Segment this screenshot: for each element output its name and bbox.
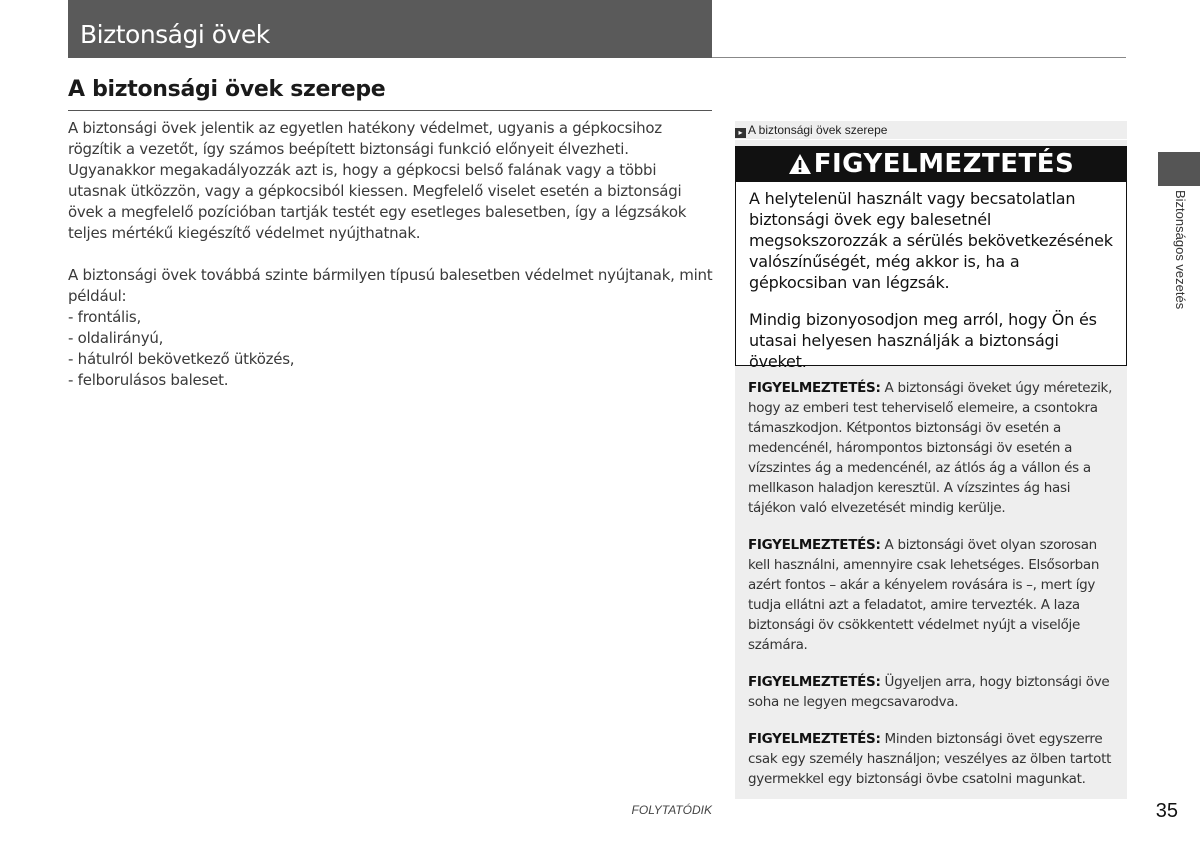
page-number: 35 xyxy=(1155,800,1178,822)
warning-triangle-icon xyxy=(788,150,812,185)
sidebar-panel xyxy=(735,121,1127,799)
header-divider xyxy=(712,57,1126,58)
chapter-title: Biztonsági övek xyxy=(80,20,270,49)
main-content xyxy=(68,118,718,391)
body-paragraph: A biztonsági övek továbbá szinte bármilyen típusú balesetben védelmet nyújtanak, mint például: xyxy=(68,266,713,305)
list-item: - frontális, xyxy=(68,308,141,326)
note-paragraph xyxy=(748,672,1118,712)
list-item: - hátulról bekövetkező ütközés, xyxy=(68,350,295,368)
sidebar-heading-label: A biztonsági övek szerepe xyxy=(748,123,888,137)
note-paragraph xyxy=(748,535,1118,655)
chapter-tab-label: Biztonságos vezetés xyxy=(1173,190,1188,310)
note-label: FIGYELMEZTETÉS: xyxy=(748,731,881,747)
warning-header xyxy=(736,147,1126,182)
section-divider xyxy=(68,110,712,111)
warning-text: A helytelenül használt vagy becsatolatlan biztonsági övek egy balesetnél megsokszorozzák a sérülés bekövetkezésének valószínűségét, még akkor is, ha a gépkocsiban van légzsák. xyxy=(749,189,1113,292)
note-paragraph xyxy=(748,378,1118,518)
note-text: Ügyeljen arra, hogy biztonsági öve soha ne legyen megcsavarodva. xyxy=(748,674,1110,710)
section-title: A biztonsági övek szerepe xyxy=(68,77,386,102)
continued-label: FOLYTATÓDIK xyxy=(631,803,712,817)
warning-notes xyxy=(748,378,1118,806)
note-text: Minden biztonsági övet egyszerre csak egy személy használjon; veszélyes az ölben tartott gyermekkel egy biztonsági övbe csatolni magunkat. xyxy=(748,731,1112,787)
collision-type-list xyxy=(68,307,718,391)
list-item: - oldalirányú, xyxy=(68,329,164,347)
warning-box xyxy=(735,146,1127,371)
list-item: - felborulásos baleset. xyxy=(68,371,229,389)
reference-icon: ▸ xyxy=(735,128,746,138)
note-label: FIGYELMEZTETÉS: xyxy=(748,674,881,690)
note-label: FIGYELMEZTETÉS: xyxy=(748,537,881,553)
body-paragraph: A biztonsági övek jelentik az egyetlen hatékony védelmet, ugyanis a gépkocsihoz rögzítik a vezetőt, így számos beépített biztonsági funkció előnyeit élvezheti. Ugyanakkor megakadályozzák azt is, hogy a gépkocsi belső falának vagy a többi utasnak ütközzön, vagy a gépkocsiból kiessen. Megfelelő viselet esetén a biztonsági övek a megfelelő pozícióban tartják testét egy esetleges balesetben, így a légzsákok teljes mértékű kiegészítő védelmet nyújthatnak. xyxy=(68,119,687,242)
note-text: A biztonsági övet olyan szorosan kell használni, amennyire csak lehetséges. Elsősorban azért fontos – akár a kényelem rovására is –, mert így tudja ellátni azt a feladatot, amire tervezték. A laza biztonsági öv csökkentett védelmet nyújt a viselője számára. xyxy=(748,537,1100,653)
chapter-header xyxy=(68,0,712,58)
warning-text: Mindig bizonyosodjon meg arról, hogy Ön és utasai helyesen használják a biztonsági öveket. xyxy=(749,310,1097,371)
sidebar-heading xyxy=(735,121,1127,140)
warning-body xyxy=(736,182,1126,372)
note-label: FIGYELMEZTETÉS: xyxy=(748,380,881,396)
chapter-tab-marker xyxy=(1158,152,1200,186)
note-paragraph xyxy=(748,729,1118,789)
note-text: A biztonsági öveket úgy méretezik, hogy az emberi test teherviselő elemeire, a csontokra támaszkodjon. Kétpontos biztonsági öv esetén a medencénél, hárompontos biztonsági öv esetén a vízszintes ág a medencénél, az átlós ág a vállon és a mellkason haladjon keresztül. A vízszintes ág hasi tájékon való elvezetését mindig kerülje. xyxy=(748,380,1113,516)
warning-title: FIGYELMEZTETÉS xyxy=(813,149,1075,179)
